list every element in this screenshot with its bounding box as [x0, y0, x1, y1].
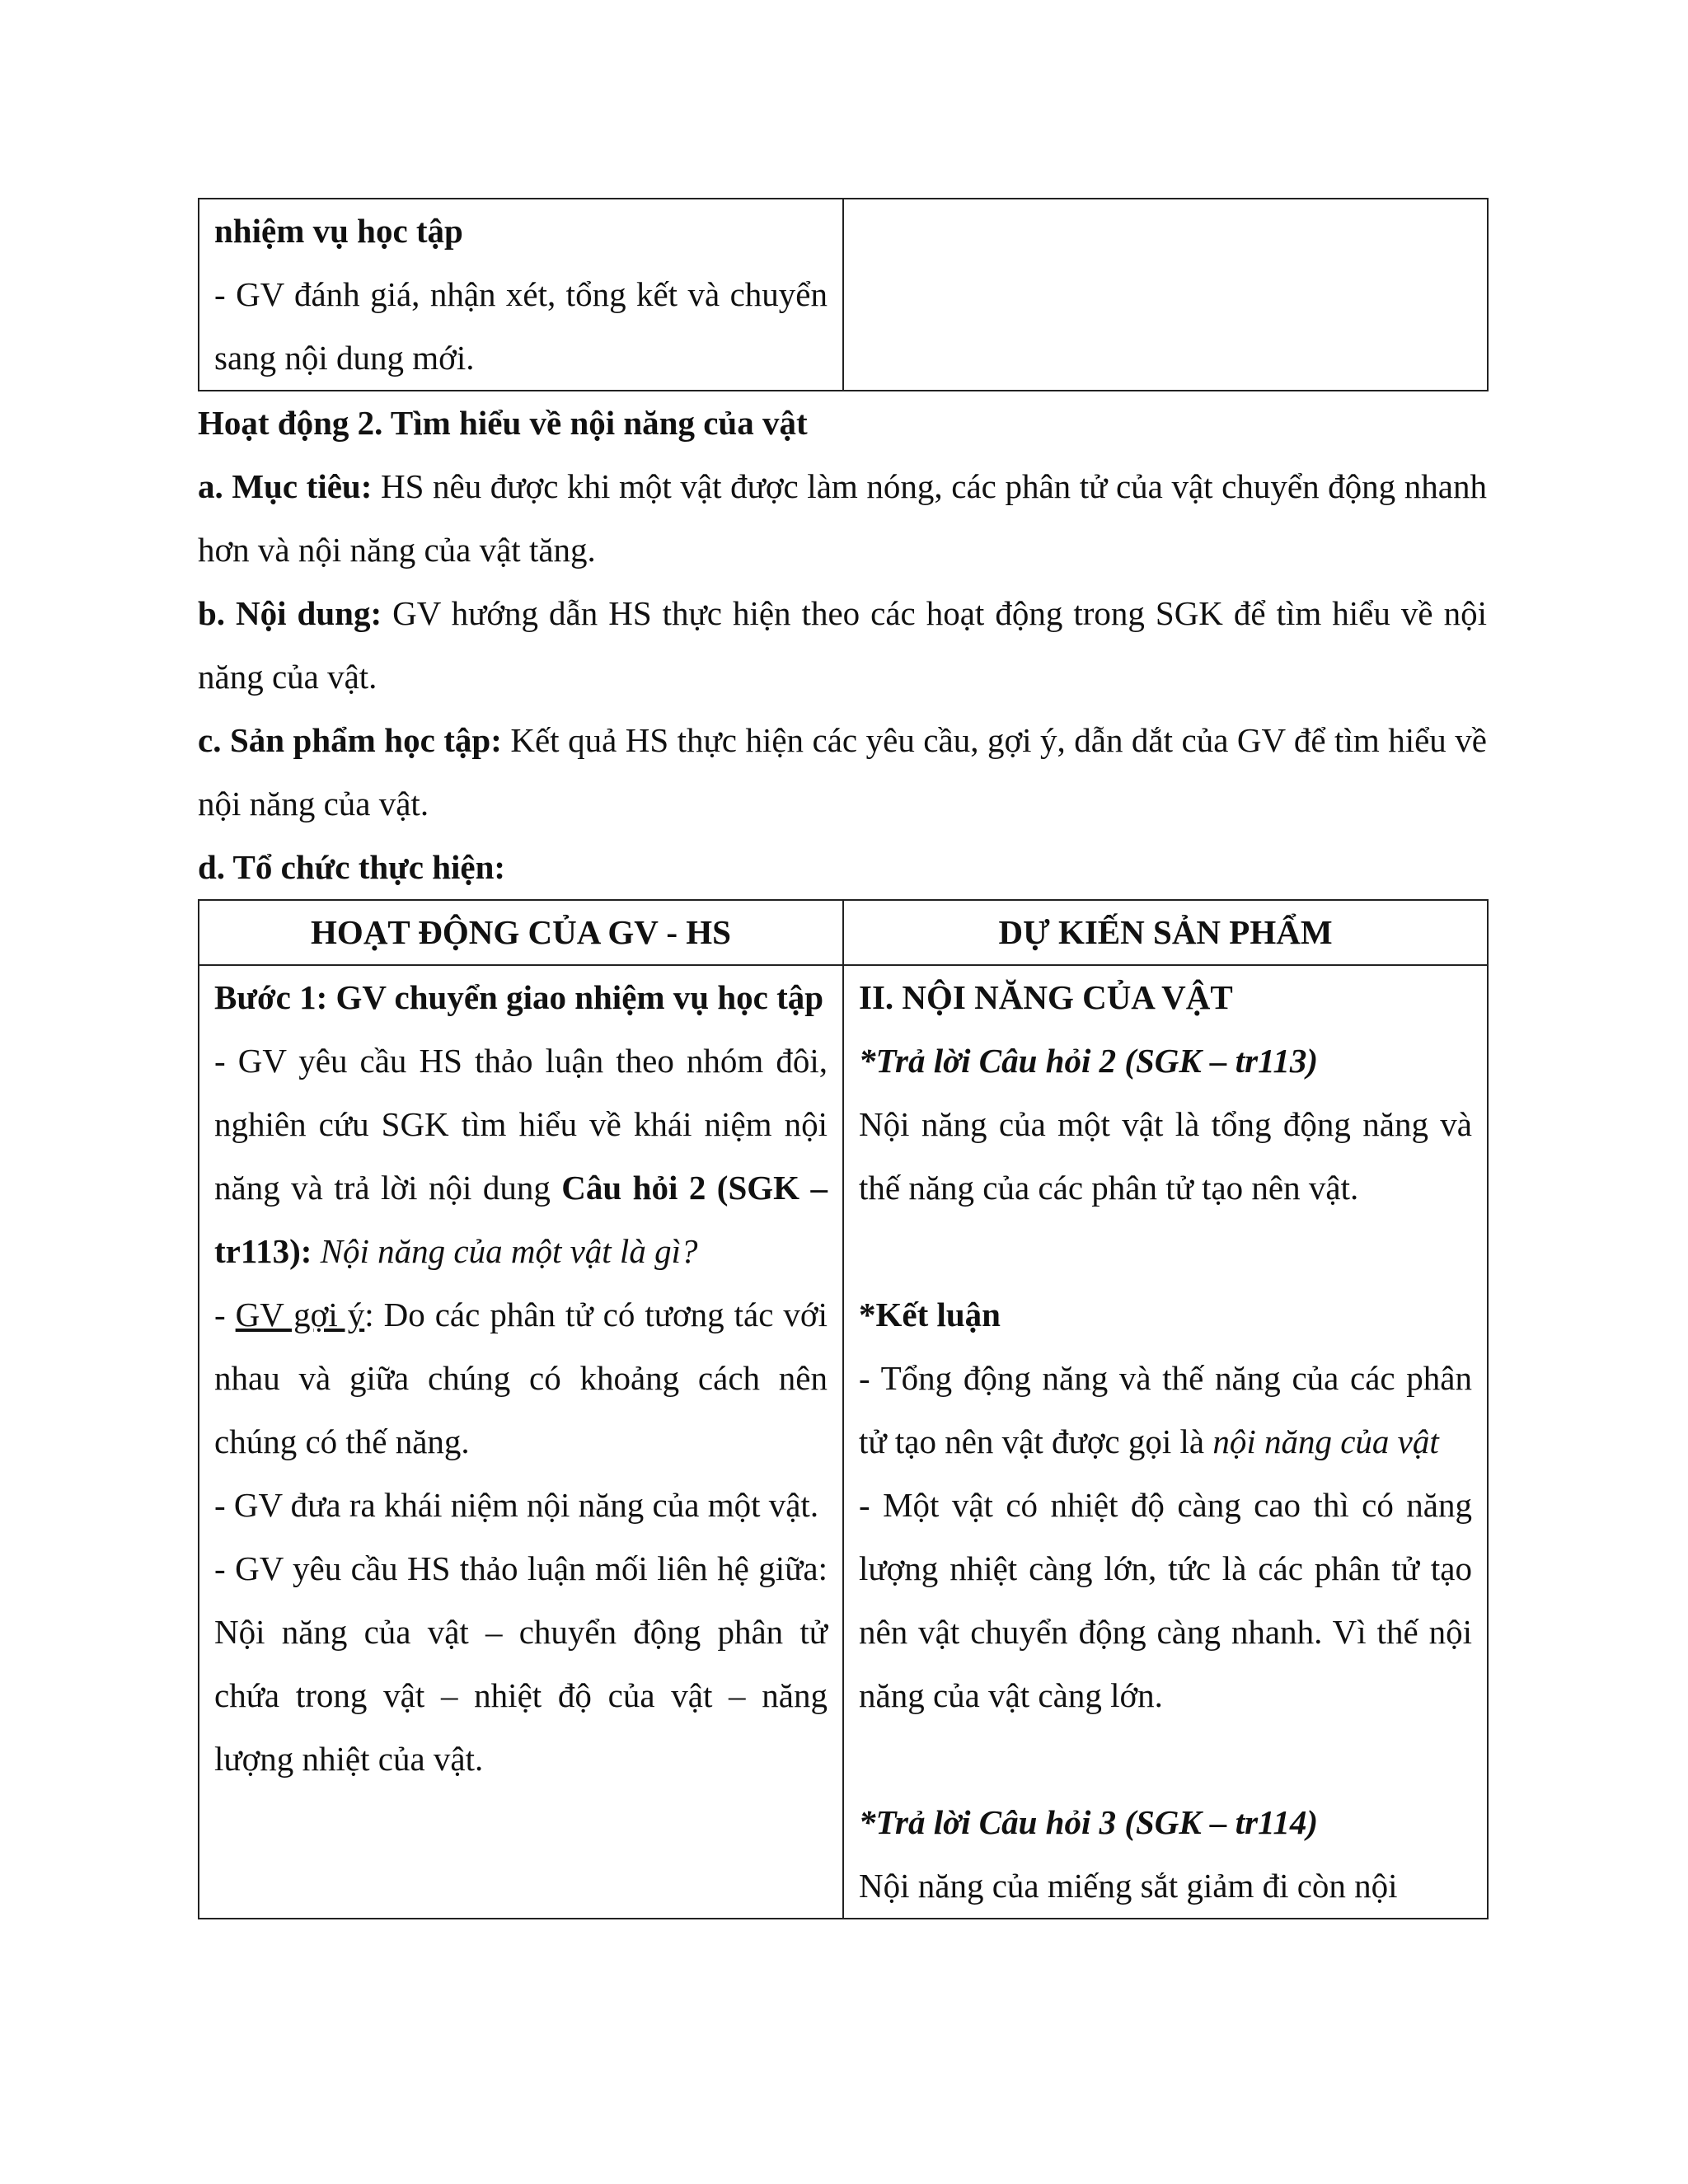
- top-table: [198, 198, 1489, 391]
- task-text: - GV yêu cầu HS thảo luận theo nhóm đôi, nghiên cứu SGK tìm hiểu về khái niệm nội năng và trả lời nội dung: [214, 1042, 828, 1207]
- question-text: Nội năng của một vật là gì?: [312, 1232, 698, 1270]
- conclusion-term: nội năng của vật: [1212, 1422, 1439, 1460]
- top-table-left-cell: [199, 199, 843, 391]
- table-row: [199, 199, 1488, 391]
- main-table: [198, 899, 1489, 1919]
- task-paragraph-1: [214, 1029, 828, 1283]
- content-label: b. Nội dung:: [198, 594, 382, 632]
- activity-cell: [199, 965, 843, 1919]
- top-table-right-cell: [843, 199, 1488, 391]
- header-teacher-student-activity: HOẠT ĐỘNG CỦA GV - HS: [199, 900, 843, 965]
- objective-label: a. Mục tiêu:: [198, 467, 373, 505]
- hint-label: GV gợi ý: [235, 1296, 365, 1333]
- product-label: c. Sản phẩm học tập:: [198, 721, 502, 759]
- organization-label: d. Tổ chức thực hiện:: [198, 848, 506, 886]
- document-page: [198, 198, 1487, 1919]
- hint-text: : Do các phân tử có tương tác với nhau và giữa chúng có khoảng cách nên chúng có thế năng.: [214, 1296, 828, 1460]
- step-line: - GV đánh giá, nhận xét, tổng kết và chuyển sang nội dung mới.: [214, 275, 828, 377]
- answer-q3-heading: *Trả lời Câu hỏi 3 (SGK – tr114): [859, 1803, 1319, 1841]
- product-paragraph: [198, 709, 1487, 836]
- content-paragraph: [198, 582, 1487, 709]
- spacer: [859, 1220, 1472, 1283]
- answer-q2-heading: *Trả lời Câu hỏi 2 (SGK – tr113): [859, 1042, 1319, 1080]
- product-cell: [843, 965, 1488, 1919]
- spacer: [859, 1727, 1472, 1791]
- table-header-row: [199, 900, 1488, 965]
- hint-paragraph: [214, 1283, 828, 1474]
- answer-q2-text: Nội năng của một vật là tổng động năng và thế năng của các phân tử tạo nên vật.: [859, 1105, 1472, 1207]
- step-heading-tail: nhiệm vụ học tập: [214, 212, 463, 250]
- question-ref: Câu hỏi 2 (SGK – tr113):: [214, 1169, 828, 1270]
- section-heading: II. NỘI NĂNG CỦA VẬT: [859, 978, 1233, 1016]
- header-expected-product: DỰ KIẾN SẢN PHẨM: [843, 900, 1488, 965]
- task-paragraph-4: - GV yêu cầu HS thảo luận mối liên hệ giữa: Nội năng của vật – chuyển động phân tử chứa trong vật – nhiệt độ của vật – năng lượng nhiệt của vật.: [214, 1549, 828, 1778]
- task-paragraph-3: - GV đưa ra khái niệm nội năng của một vật.: [214, 1486, 819, 1524]
- content-text: GV hướng dẫn HS thực hiện theo các hoạt động trong SGK để tìm hiểu về nội năng của vật.: [198, 594, 1487, 696]
- step1-heading: Bước 1: GV chuyển giao nhiệm vụ học tập: [214, 978, 824, 1016]
- conclusion-point-1: [859, 1347, 1472, 1474]
- activity-title: Hoạt động 2. Tìm hiểu về nội năng của vật: [198, 404, 808, 442]
- table-row: [199, 965, 1488, 1919]
- conclusion-heading: *Kết luận: [859, 1296, 1001, 1333]
- answer-q3-text: Nội năng của miếng sắt giảm đi còn nội: [859, 1867, 1398, 1905]
- hint-dash: -: [214, 1296, 236, 1333]
- objective-text: HS nêu được khi một vật được làm nóng, các phân tử của vật chuyển động nhanh hơn và nội năng của vật tăng.: [198, 467, 1487, 569]
- conclusion-text: - Tổng động năng và thế năng của các phân tử tạo nên vật được gọi là: [859, 1359, 1472, 1460]
- objective-paragraph: [198, 455, 1487, 582]
- conclusion-point-2: - Một vật có nhiệt độ càng cao thì có năng lượng nhiệt càng lớn, tức là các phân tử tạo nên vật chuyển động càng nhanh. Vì thế nội năng của vật càng lớn.: [859, 1486, 1472, 1714]
- product-text: Kết quả HS thực hiện các yêu cầu, gợi ý, dẫn dắt của GV để tìm hiểu về nội năng của vật.: [198, 721, 1487, 823]
